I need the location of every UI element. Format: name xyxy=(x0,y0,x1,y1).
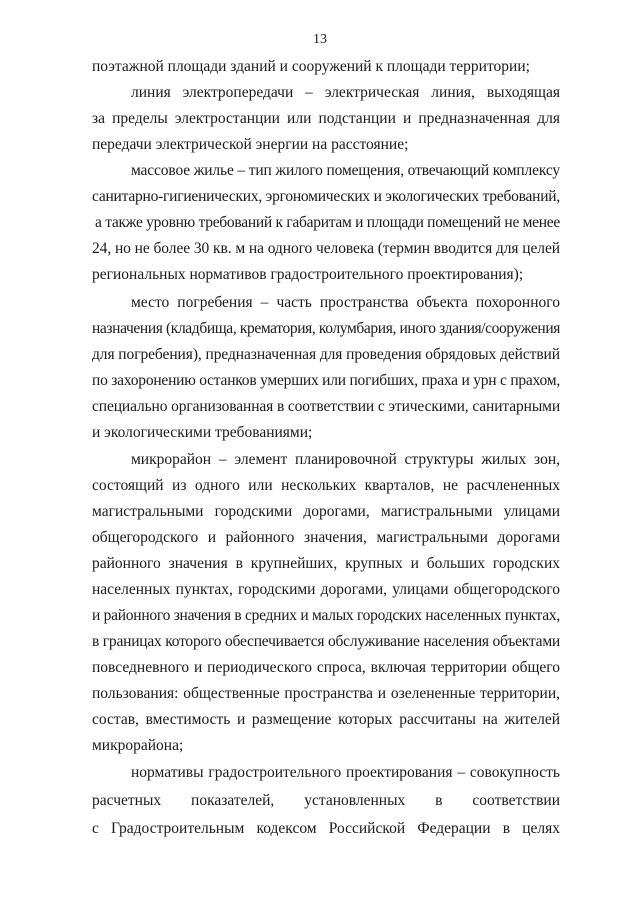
text-line: пользования: общественные пространства и озелененные территории, xyxy=(92,685,560,702)
text-line: поэтажной площади зданий и сооружений к площади территории; xyxy=(92,58,530,75)
text-line: а также уровню требований к габаритам и площади помещений не менее xyxy=(95,214,560,231)
text-line: санитарно-гигиенических, эргономических и экологических требований, xyxy=(92,188,560,205)
text-line: специально организованная в соответствии с этическими, санитарными xyxy=(92,398,560,415)
text-line: повседневного и периодического спроса, включая территории общего xyxy=(92,659,560,676)
text-line: микрорайон – элемент планировочной структуры жилых зон, xyxy=(131,451,560,468)
text-line: состоящий из одного или нескольких кварталов, не расчлененных xyxy=(92,477,560,494)
text-line: общегородского и районного значения, магистральными дорогами xyxy=(92,529,560,546)
text-line: за пределы электростанции или подстанции и предназначенная для xyxy=(92,110,560,127)
text-line: населенных пунктах, городскими дорогами, улицами общегородского xyxy=(92,581,560,598)
text-line: расчетных показателей, установленных в соответствии xyxy=(92,792,560,809)
text-line: магистральными городскими дорогами, магистральными улицами xyxy=(92,503,560,520)
page-number: 13 xyxy=(313,32,327,47)
text-line: передачи электрической энергии на расстояние; xyxy=(92,136,409,153)
text-line: место погребения – часть пространства объекта похоронного xyxy=(131,294,560,311)
text-line: линия электропередачи – электрическая линия, выходящая xyxy=(131,84,560,101)
text-line: нормативы градостроительного проектирования – совокупность xyxy=(131,764,560,781)
text-line: и экологическими требованиями; xyxy=(92,424,313,441)
text-line: по захоронению останков умерших или погибших, праха и урн с прахом, xyxy=(92,372,560,389)
text-line: в границах которого обеспечивается обслуживание населения объектами xyxy=(92,633,560,650)
text-line: районного значения в крупнейших, крупных и больших городских xyxy=(92,555,560,572)
text-line: 24, но не более 30 кв. м на одного человека (термин вводится для целей xyxy=(92,240,560,257)
text-line: массовое жилье – тип жилого помещения, отвечающий комплексу xyxy=(131,162,560,179)
text-line: микрорайона; xyxy=(92,737,184,754)
text-line: состав, вместимость и размещение которых рассчитаны на жителей xyxy=(92,711,560,728)
text-line: и районного значения в средних и малых городских населенных пунктах, xyxy=(92,607,560,624)
text-line: назначения (кладбища, крематория, колумбария, иного здания/сооружения xyxy=(92,320,560,337)
text-line: региональных нормативов градостроительного проектирования); xyxy=(92,266,524,283)
text-line: с Градостроительным кодексом Российской Федерации в целях xyxy=(92,820,560,837)
text-line: для погребения), предназначенная для проведения обрядовых действий xyxy=(92,346,560,363)
